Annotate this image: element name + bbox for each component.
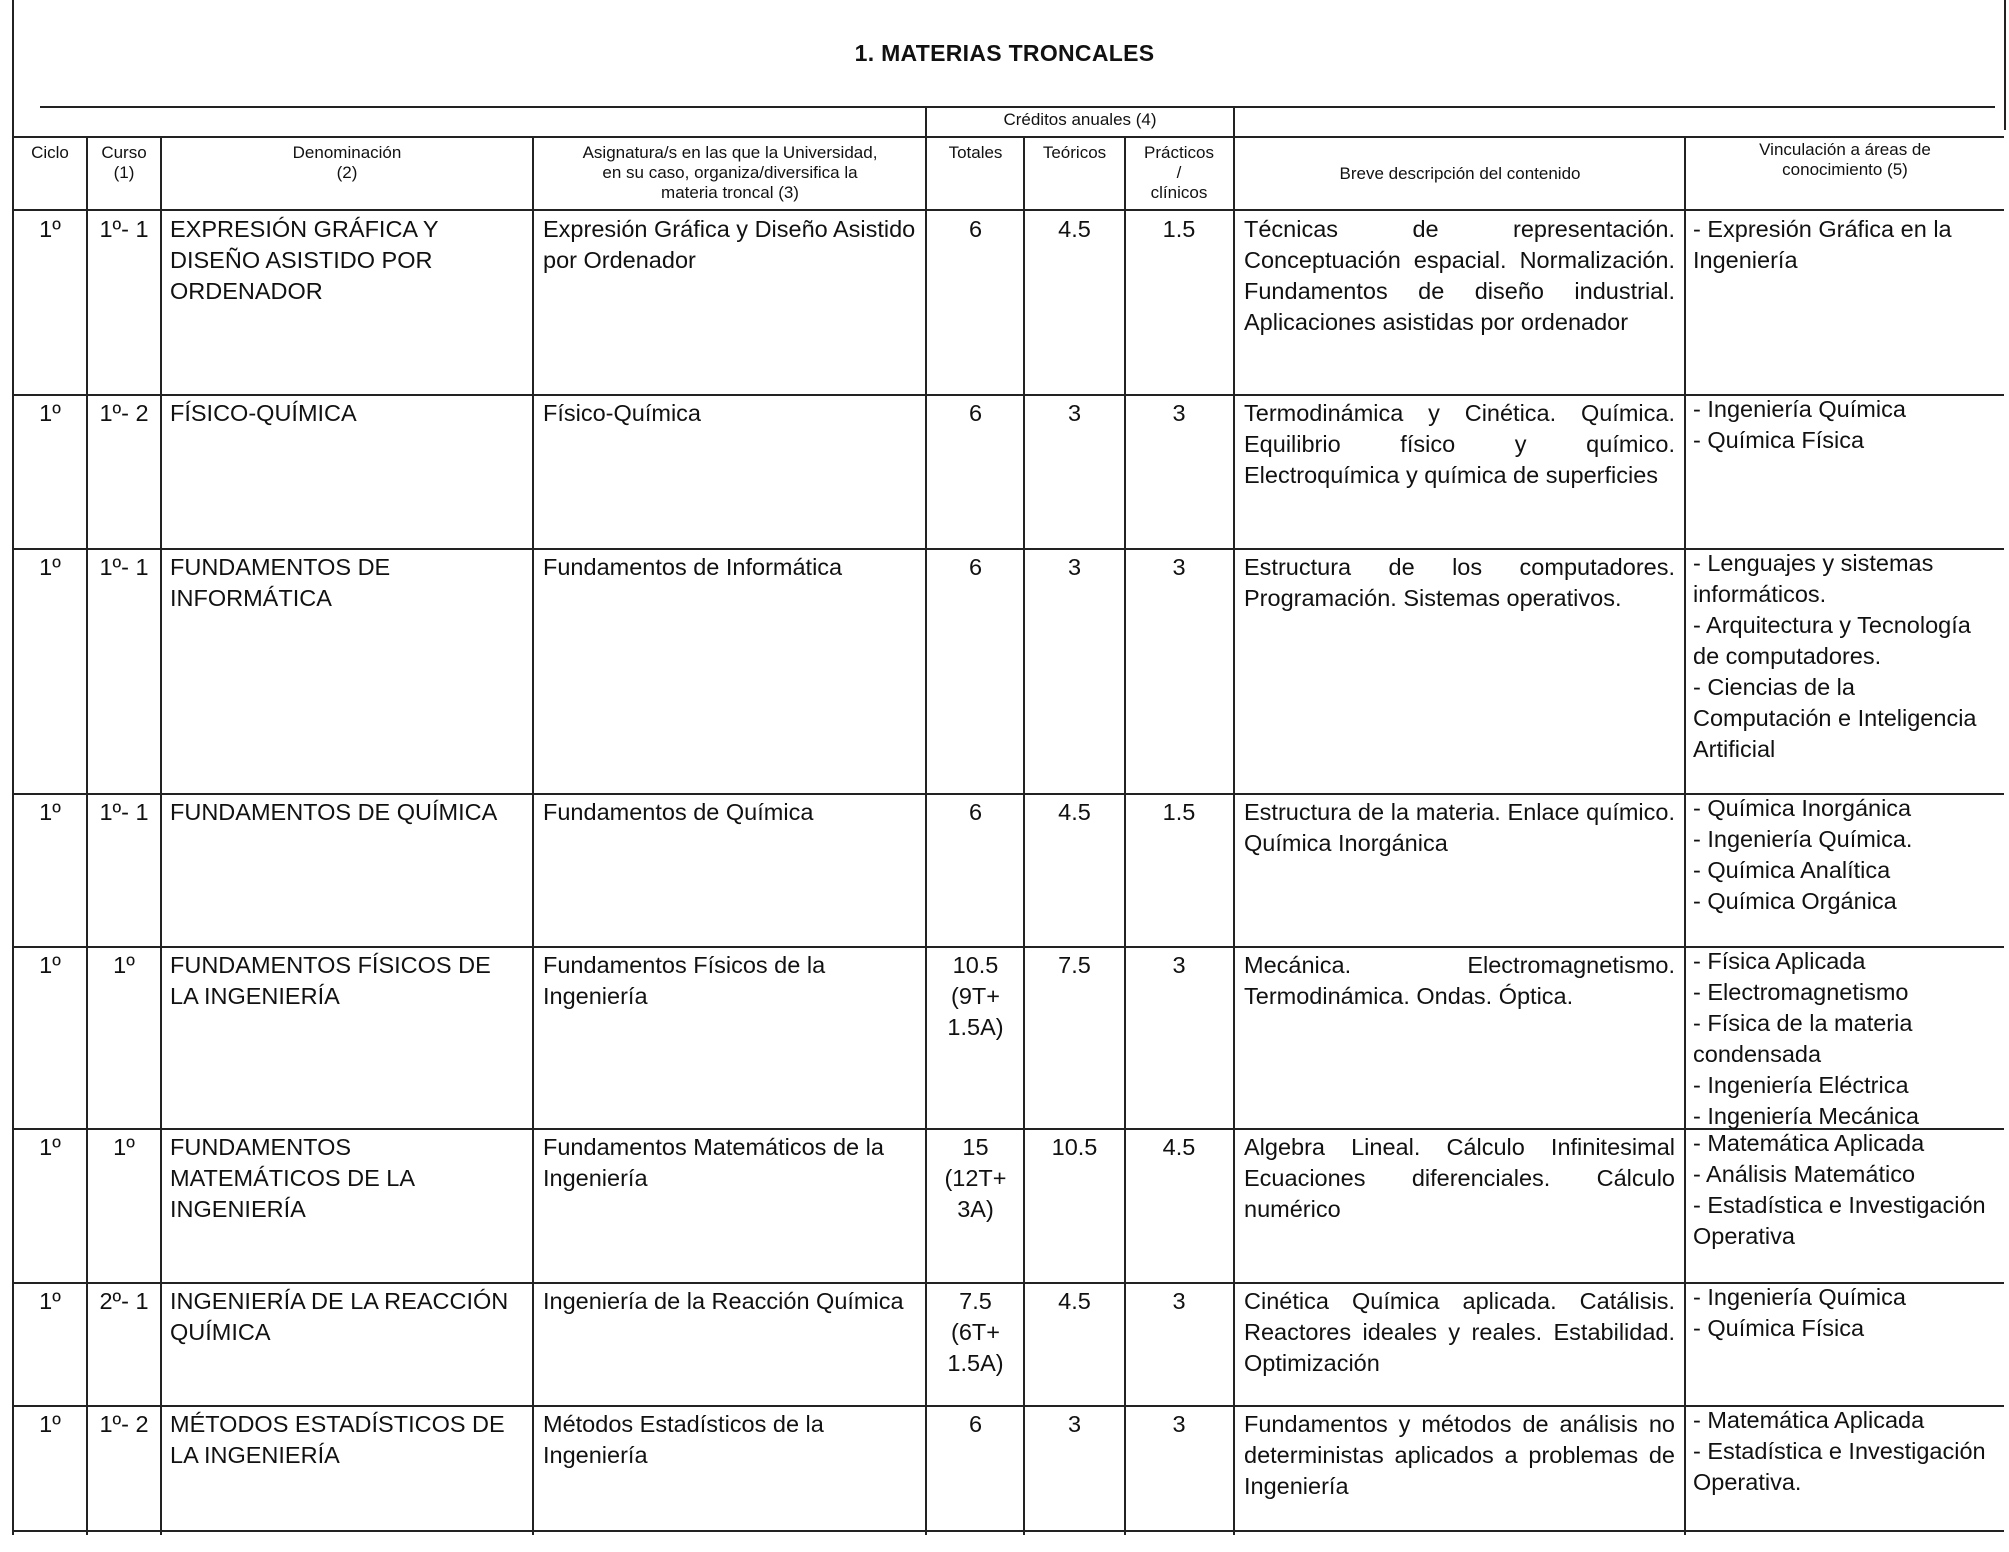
row-6-denominacion: FUNDAMENTOS MATEMÁTICOS DE LA INGENIERÍA (170, 1134, 414, 1222)
area-item: - Ingeniería Mecánica (1693, 1103, 1919, 1129)
page-title: 1. MATERIAS TRONCALES (854, 40, 1155, 66)
header-vinculacion (1686, 140, 2004, 180)
area-item: - Análisis Matemático (1693, 1161, 1916, 1187)
header-practicos-l3: clínicos (1150, 183, 1208, 202)
row-1-practicos: 1.5 (1162, 216, 1196, 242)
table-right-border (2004, 0, 2006, 130)
area-item: - Ingeniería Química (1693, 396, 1906, 422)
row-6-areas (1693, 1128, 1998, 1252)
row-2-practicos: 3 (1172, 400, 1186, 426)
row-6-curso: 1º (113, 1134, 135, 1160)
row-1-descripcion: Técnicas de representación. Conceptuación espacial. Normalización. Fundamentos de diseño industrial. Aplicaciones asistidas por ordenador (1244, 216, 1675, 335)
row-3-descripcion: Estructura de los computadores. Programación. Sistemas operativos. (1244, 554, 1675, 611)
row-7-practicos: 3 (1172, 1288, 1186, 1314)
area-item: - Ciencias de la Computación e Inteligencia Artificial (1693, 674, 1977, 762)
area-item: - Química Física (1693, 427, 1865, 453)
area-item: - Química Analítica (1693, 857, 1891, 883)
row-8-ciclo: 1º (39, 1411, 61, 1437)
row-3-denominacion: FUNDAMENTOS DE INFORMÁTICA (170, 554, 391, 611)
row-2-areas (1693, 394, 1998, 456)
row-7-curso: 2º- 1 (99, 1288, 149, 1314)
area-item: - Ingeniería Química (1693, 1284, 1906, 1310)
row-4-teoricos: 4.5 (1058, 799, 1091, 825)
col-rule-teoricos (1124, 136, 1126, 1535)
area-item: - Matemática Aplicada (1693, 1130, 1925, 1156)
row-6-ciclo: 1º (39, 1134, 61, 1160)
area-item: - Física de la materia condensada (1693, 1010, 1913, 1067)
header-vinculacion-l1: Vinculación a áreas de (1759, 140, 1931, 159)
area-item: - Estadística e Investigación Operativa (1693, 1192, 1986, 1249)
header-curso-note: (1) (113, 163, 135, 182)
col-rule-totales (1023, 136, 1025, 1535)
table-bottom-rule (14, 1530, 2004, 1532)
header-ciclo-label: Ciclo (31, 143, 69, 162)
header-denominacion-label: Denominación (292, 143, 402, 162)
row-1-teoricos: 4.5 (1058, 216, 1091, 242)
row-5-areas (1693, 946, 1998, 1132)
header-asignaturas (534, 143, 926, 203)
row-6-totales: 15 (12T+ 3A) (944, 1134, 1007, 1222)
row-8-asignatura: Métodos Estadísticos de la Ingeniería (543, 1411, 824, 1468)
col-rule-descripcion (1684, 136, 1686, 1535)
area-item: - Expresión Gráfica en la Ingeniería (1693, 216, 1952, 273)
row-3-asignatura: Fundamentos de Informática (543, 554, 843, 580)
header-curso (88, 143, 160, 183)
row-4-ciclo: 1º (39, 799, 61, 825)
row-2-curso: 1º- 2 (99, 400, 149, 426)
col-rule-practicos (1233, 106, 1235, 1535)
row-4-practicos: 1.5 (1162, 799, 1196, 825)
row-6-asignatura: Fundamentos Matemáticos de la Ingeniería (543, 1134, 884, 1191)
row-5-practicos: 3 (1172, 952, 1186, 978)
header-teoricos: Teóricos (1042, 143, 1107, 162)
row-3-curso: 1º- 1 (99, 554, 149, 580)
header-practicos (1126, 143, 1232, 203)
row-7-totales: 7.5 (6T+ 1.5A) (947, 1288, 1004, 1376)
area-item: - Matemática Aplicada (1693, 1407, 1925, 1433)
row-3-areas (1693, 548, 1998, 765)
row-1-curso: 1º- 1 (99, 216, 149, 242)
row-5-descripcion: Mecánica. Electromagnetismo. Termodinámica. Ondas. Óptica. (1244, 952, 1675, 1009)
area-item: - Física Aplicada (1693, 948, 1866, 974)
area-item: - Química Física (1693, 1315, 1865, 1341)
row-1-totales: 6 (968, 216, 983, 242)
row-6-practicos: 4.5 (1162, 1134, 1196, 1160)
header-ciclo (14, 143, 86, 163)
header-totales: Totales (948, 143, 1003, 162)
header-creditos-group: Créditos anuales (4) (1003, 110, 1157, 129)
row-8-totales: 6 (968, 1411, 983, 1437)
col-rule-ciclo (86, 136, 88, 1535)
row-8-practicos: 3 (1172, 1411, 1186, 1437)
area-item: - Química Inorgánica (1693, 795, 1912, 821)
header-bottom-rule (14, 209, 2004, 211)
row-6-teoricos: 10.5 (1051, 1134, 1098, 1160)
header-denominacion-note: (2) (336, 163, 358, 182)
row-7-descripcion: Cinética Química aplicada. Catálisis. Reactores ideales y reales. Estabilidad. Optimización (1244, 1288, 1675, 1376)
header-curso-label: Curso (101, 143, 147, 162)
row-2-teoricos: 3 (1067, 400, 1082, 426)
row-4-denominacion: FUNDAMENTOS DE QUÍMICA (170, 799, 498, 825)
col-rule-denominacion (532, 136, 534, 1535)
row-8-teoricos: 3 (1067, 1411, 1082, 1437)
row-8-descripcion: Fundamentos y métodos de análisis no deterministas aplicados a problemas de Ingeniería (1244, 1411, 1675, 1499)
area-item: - Electromagnetismo (1693, 979, 1909, 1005)
row-2-totales: 6 (968, 400, 983, 426)
header-practicos-l2: / (1176, 163, 1182, 182)
row-2-descripcion: Termodinámica y Cinética. Química. Equilibrio físico y químico. Electroquímica y química de superficies (1244, 400, 1675, 488)
row-2-ciclo: 1º (39, 400, 61, 426)
row-3-totales: 6 (968, 554, 983, 580)
row-4-descripcion: Estructura de la materia. Enlace químico. Química Inorgánica (1244, 799, 1675, 856)
row-8-denominacion: MÉTODOS ESTADÍSTICOS DE LA INGENIERÍA (170, 1411, 505, 1468)
row-8-areas (1693, 1405, 1998, 1498)
row-5-asignatura: Fundamentos Físicos de la Ingeniería (543, 952, 826, 1009)
row-1-areas (1693, 214, 1998, 276)
row-7-asignatura: Ingeniería de la Reacción Química (543, 1288, 904, 1314)
area-item: - Química Orgánica (1693, 888, 1897, 914)
area-item: - Lenguajes y sistemas informáticos. (1693, 550, 1934, 607)
header-sub-rule (14, 136, 2004, 138)
row-4-asignatura: Fundamentos de Química (543, 799, 814, 825)
row-3-teoricos: 3 (1067, 554, 1082, 580)
header-asignaturas-l1: Asignatura/s en las que la Universidad, (582, 143, 878, 162)
header-vinculacion-l2: conocimiento (5) (1782, 160, 1908, 179)
header-asignaturas-l3: materia troncal (3) (661, 183, 799, 202)
row-1-ciclo: 1º (39, 216, 61, 242)
col-rule-curso (160, 136, 162, 1535)
area-item: - Estadística e Investigación Operativa. (1693, 1438, 1986, 1495)
row-7-areas (1693, 1282, 1998, 1344)
header-descripcion: Breve descripción del contenido (1339, 164, 1581, 183)
row-3-practicos: 3 (1172, 554, 1186, 580)
row-4-areas (1693, 793, 1998, 917)
row-4-curso: 1º- 1 (99, 799, 149, 825)
header-asignaturas-l2: en su caso, organiza/diversifica la (602, 163, 858, 182)
row-4-totales: 6 (968, 799, 983, 825)
header-top-rule (40, 106, 1995, 108)
row-8-curso: 1º- 2 (99, 1411, 149, 1437)
row-3-ciclo: 1º (39, 554, 61, 580)
area-item: - Ingeniería Química. (1693, 826, 1913, 852)
row-1-asignatura: Expresión Gráfica y Diseño Asistido por Ordenador (543, 216, 916, 273)
row-6-descripcion: Algebra Lineal. Cálculo Infinitesimal Ecuaciones diferenciales. Cálculo numérico (1244, 1134, 1675, 1222)
row-7-denominacion: INGENIERÍA DE LA REACCIÓN QUÍMICA (170, 1288, 509, 1345)
row-5-teoricos: 7.5 (1058, 952, 1091, 978)
row-7-ciclo: 1º (39, 1288, 61, 1314)
row-5-totales: 10.5 (9T+ 1.5A) (947, 952, 1004, 1040)
row-5-ciclo: 1º (39, 952, 61, 978)
header-denominacion (162, 143, 532, 183)
row-2-asignatura: Físico-Química (543, 400, 701, 426)
area-item: - Ingeniería Eléctrica (1693, 1072, 1909, 1098)
area-item: - Arquitectura y Tecnología de computadores. (1693, 612, 1971, 669)
row-5-curso: 1º (113, 952, 135, 978)
row-1-denominacion: EXPRESIÓN GRÁFICA Y DISEÑO ASISTIDO POR ORDENADOR (170, 216, 439, 304)
header-practicos-l1: Prácticos (1144, 143, 1214, 162)
row-5-denominacion: FUNDAMENTOS FÍSICOS DE LA INGENIERÍA (170, 952, 491, 1009)
row-2-denominacion: FÍSICO-QUÍMICA (170, 400, 357, 426)
row-7-teoricos: 4.5 (1058, 1288, 1091, 1314)
